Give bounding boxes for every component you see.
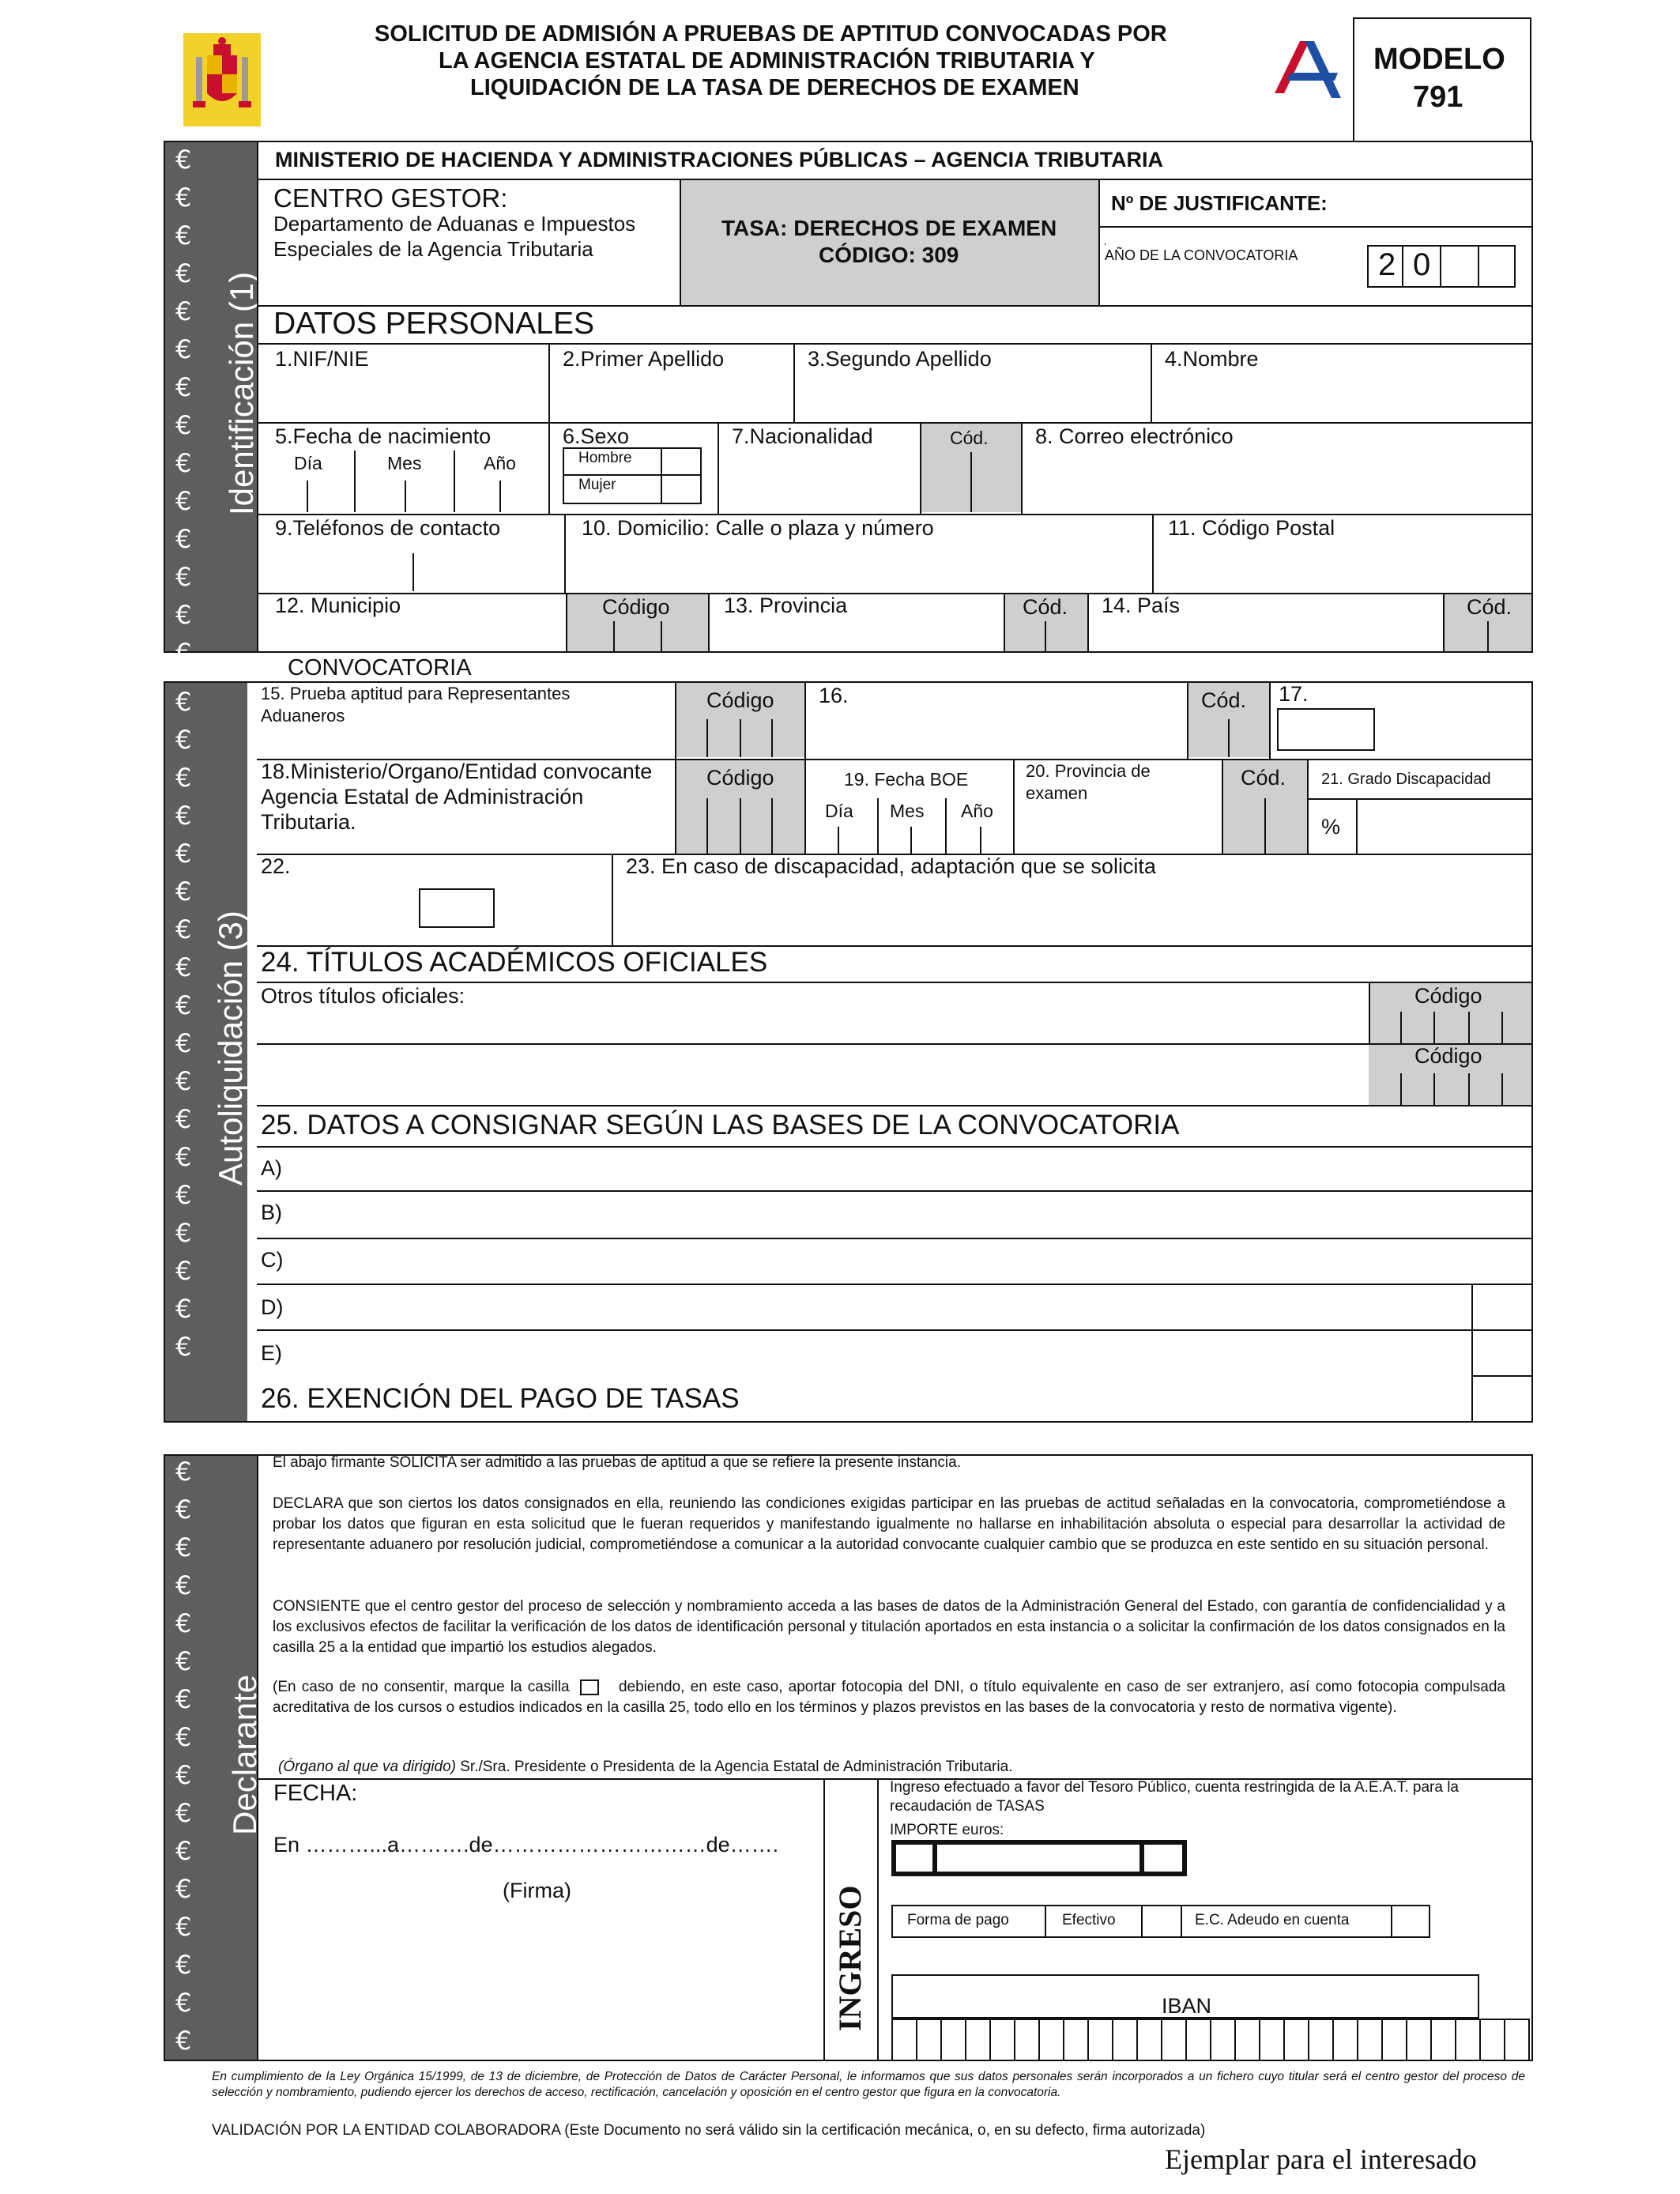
f22-label: 22. — [261, 854, 291, 878]
euro-symbol: € — [175, 1912, 192, 1942]
f15-line1: 15. Prueba aptitud para Representantes — [261, 684, 571, 703]
euro-symbol: € — [175, 410, 192, 440]
f19-ano-label: Año — [961, 801, 993, 821]
no-consentir-checkbox[interactable] — [580, 1679, 599, 1695]
autoliquidacion-label: Autoliquidación (3) — [212, 910, 249, 1186]
euro-symbol: € — [175, 952, 192, 982]
euro-symbol: € — [175, 990, 192, 1020]
fecha-nacimiento-label: 5.Fecha de nacimiento — [275, 424, 492, 448]
modelo-label: MODELO — [1373, 43, 1505, 76]
euro-symbol: € — [175, 1988, 192, 2018]
pais-label: 14. País — [1102, 594, 1181, 617]
mes-label: Mes — [387, 453, 422, 473]
euro-symbol: € — [175, 839, 192, 869]
euro-symbol: € — [175, 334, 192, 364]
f18-codigo-label: Código — [706, 766, 774, 790]
municipio-codigo-label: Código — [602, 595, 670, 619]
f15-codigo-label: Código — [706, 688, 774, 712]
euro-symbol: € — [175, 600, 192, 630]
mujer-checkbox[interactable] — [662, 476, 700, 503]
centro-gestor-line1: Departamento de Aduanas e Impuestos — [273, 212, 636, 236]
hombre-checkbox[interactable] — [662, 449, 700, 474]
tasa-line2: CÓDIGO: 309 — [819, 243, 959, 267]
euro-symbol: € — [175, 1722, 192, 1752]
mujer-label: Mujer — [578, 477, 616, 493]
tasa-line1: TASA: DERECHOS DE EXAMEN — [721, 216, 1057, 240]
agencia-tributaria-logo — [1268, 32, 1344, 107]
segundo-apellido-label: 3.Segundo Apellido — [808, 347, 992, 371]
provincia-cod-label: Cód. — [1023, 595, 1068, 619]
euro-symbol: € — [175, 801, 192, 831]
euro-symbol: € — [175, 1570, 192, 1600]
modelo-box — [1353, 17, 1531, 142]
f25-title: 25. DATOS A CONSIGNAR SEGÚN LAS BASES DE LA CONVOCATORIA — [261, 1110, 1180, 1140]
title-line-3: LIQUIDACIÓN DE LA TASA DE DERECHOS DE EXAMEN — [470, 75, 1079, 100]
legal-notice: En cumplimiento de la Ley Orgánica 15/1999, de 13 de diciembre, de Protección de Datos de Carácter Personal, le informamos que sus datos personales serán incorporados a un fichero cuyo titular será el centro gestor del proceso de selección y nombramiento, pudiendo ejercer los derechos de acceso, rectificación, cancelación y oposición en el centro gestor que figura en la convocatoria. — [212, 2070, 1525, 2099]
euro-symbol: € — [175, 448, 192, 478]
title-line-1: SOLICITUD DE ADMISIÓN A PRUEBAS DE APTITUD CONVOCADAS POR — [375, 21, 1167, 47]
euro-symbol: € — [175, 1532, 192, 1563]
nif-label: 1.NIF/NIE — [275, 347, 369, 371]
nacionalidad-cod-label: Cód. — [950, 428, 989, 448]
f15-line2: Aduaneros — [261, 706, 345, 726]
declarante-label: Declarante — [226, 1674, 263, 1835]
euro-symbol: € — [175, 638, 192, 668]
f19-mes-label: Mes — [890, 801, 925, 821]
sexo-label: 6.Sexo — [563, 424, 630, 448]
euro-symbol: € — [175, 183, 192, 213]
titulos-codigo-1-label: Código — [1414, 984, 1482, 1008]
euro-symbol: € — [175, 1256, 192, 1286]
organo-italic: (Órgano al que va dirigido) — [278, 1759, 456, 1775]
efectivo-label[interactable]: Efectivo — [1062, 1912, 1116, 1928]
euro-symbol: € — [175, 1646, 192, 1676]
f16-label: 16. — [819, 684, 849, 707]
euro-symbol: € — [175, 876, 192, 907]
declaracion-no-consentir — [273, 1677, 1505, 1718]
declaracion-solicita: El abajo firmante SOLICITA ser admitido a las pruebas de aptitud a que se refiere la presente instancia. — [273, 1454, 961, 1471]
coat-of-arms-logo — [183, 33, 261, 126]
euro-symbol: € — [175, 562, 192, 592]
organo-dirigido — [278, 1759, 1012, 1775]
ejemplar-text: Ejemplar para el interesado — [1165, 2143, 1477, 2175]
domicilio-label: 10. Domicilio: Calle o plaza y número — [582, 516, 934, 540]
percent-label: % — [1321, 815, 1341, 839]
euro-symbol: € — [175, 486, 192, 516]
euro-symbol: € — [175, 1608, 192, 1638]
f20-line2: examen — [1026, 783, 1088, 803]
firma-label: (Firma) — [503, 1879, 571, 1902]
codigo-postal-label: 11. Código Postal — [1168, 516, 1335, 540]
euro-symbol: € — [175, 372, 192, 402]
euro-symbol: € — [175, 1684, 192, 1714]
euro-symbol: € — [175, 1332, 192, 1362]
euro-symbol: € — [175, 1294, 192, 1324]
euro-symbol: € — [175, 763, 192, 793]
f18-line3: Tributaria. — [261, 810, 356, 834]
f19-label: 19. Fecha BOE — [844, 769, 969, 790]
titulos-codigo-2-label: Código — [1414, 1044, 1482, 1068]
organo-text: Sr./Sra. Presidente o Presidenta de la Agencia Estatal de Administración Tributaria. — [455, 1759, 1013, 1775]
euro-symbol: € — [175, 221, 192, 251]
telefonos-label: 9.Teléfonos de contacto — [275, 516, 501, 540]
ingreso-label — [827, 1885, 874, 2031]
year-digit-2: 0 — [1413, 247, 1431, 282]
primer-apellido-label: 2.Primer Apellido — [563, 347, 725, 371]
ministry-header: MINISTERIO DE HACIENDA Y ADMINISTRACIONES PÚBLICAS – AGENCIA TRIBUTARIA — [275, 148, 1164, 172]
f23-label: 23. En caso de discapacidad, adaptación que se solicita — [626, 854, 1156, 878]
iban-label: IBAN — [1162, 1994, 1212, 2018]
row-a: A) — [261, 1156, 282, 1180]
f16-cod-label: Cód. — [1201, 688, 1247, 712]
en-line: En ………...a……….de…………………………de……. — [273, 1833, 779, 1857]
row-c: C) — [261, 1248, 284, 1272]
title-line-2: LA AGENCIA ESTATAL DE ADMINISTRACIÓN TRIBUTARIA Y — [439, 48, 1095, 74]
forma-pago-label: Forma de pago — [907, 1912, 1009, 1928]
importe-label: IMPORTE euros: — [890, 1822, 1004, 1838]
dia-label: Día — [294, 453, 322, 473]
provincia-label: 13. Provincia — [724, 594, 848, 617]
euro-symbol: € — [175, 2026, 192, 2056]
f18-label: 18.Ministerio/Organo/Entidad convocante — [261, 760, 653, 783]
ingreso-text-1: Ingreso efectuado a favor del Tesoro Público, cuenta restringida de la A.E.A.T. para la — [890, 1779, 1459, 1796]
f26-title: 26. EXENCIÓN DEL PAGO DE TASAS — [261, 1383, 740, 1414]
row-e: E) — [261, 1341, 282, 1365]
euro-symbol: € — [175, 1142, 192, 1172]
euro-symbol: € — [175, 1836, 192, 1866]
iban-digits[interactable] — [891, 2019, 1530, 2061]
pais-cod-label: Cód. — [1467, 595, 1512, 619]
no-consentir-text-b: debiendo, en este caso, aportar fotocopia del DNI, o título equivalente en caso de ser extranjero, así como fotocopia compulsada acreditativa de los cursos o estudios indicados en la casilla 25, todo ello en los términos y plazos previstos en las bases de la convocatoria y resto de normativa vigente). — [273, 1679, 1505, 1716]
ano-convocatoria-label: AÑO DE LA CONVOCATORIA — [1105, 247, 1298, 263]
euro-symbol: € — [175, 1104, 192, 1134]
no-consentir-text-a: (En caso de no consentir, marque la casilla — [273, 1679, 570, 1695]
validacion-text: VALIDACIÓN POR LA ENTIDAD COLABORADORA (Este Documento no será válido sin la certificación mecánica, o, en su defecto, firma autorizada) — [212, 2122, 1206, 2139]
ec-adeudo-label[interactable]: E.C. Adeudo en cuenta — [1195, 1912, 1350, 1928]
euro-symbol: € — [175, 1066, 192, 1096]
fecha-label: FECHA: — [273, 1781, 358, 1806]
euro-symbol: € — [175, 725, 192, 755]
euro-symbol: € — [175, 914, 192, 944]
declaracion-declara: DECLARA que son ciertos los datos consignados en ella, reuniendo las condiciones exigidas participar en las pruebas de actitud señaladas en la convocatoria, comprometiéndose a probar los datos que figuran en esta solicitud que le fueran requeridos y manifestando igualmente no hallarse en inhabilitación absoluta o especial para desarrollar la actividad de representante aduanero por resolución judicial, comprometiéndose a comunicar a la autoridad convocante cualquier cambio que se produzca en este sentido en su situación personal. — [273, 1495, 1505, 1553]
centro-gestor-line2: Especiales de la Agencia Tributaria — [273, 237, 593, 261]
declaracion-consiente: CONSIENTE que el centro gestor del proceso de selección y nombramiento acceda a las bases de datos de la Administración General del Estado, con garantía de confidencialidad y a los exclusivos efectos de facilitar la verificación de los datos de identificación personal y titulación aportados en esta instancia o a solicitar la confirmación de los datos consignados en la casilla 25 a la entidad que impartió los estudios alegados. — [273, 1598, 1505, 1656]
f21-label: 21. Grado Discapacidad — [1321, 771, 1491, 788]
f17-label: 17. — [1279, 682, 1309, 706]
datos-personales-title: DATOS PERSONALES — [273, 307, 595, 341]
f19-dia-label: Día — [825, 801, 853, 821]
euro-symbol: € — [175, 687, 192, 717]
convocatoria-title: CONVOCATORIA — [288, 655, 472, 680]
modelo-number: 791 — [1413, 81, 1463, 114]
euro-symbol: € — [175, 296, 192, 326]
ingreso-text-2: recaudación de TASAS — [890, 1798, 1045, 1815]
euro-symbol: € — [175, 1798, 192, 1828]
f17-box[interactable] — [1277, 708, 1375, 751]
identificacion-label: Identificación (1) — [223, 271, 260, 515]
f18-line2: Agencia Estatal de Administración — [261, 785, 584, 809]
nacionalidad-label: 7.Nacionalidad — [732, 424, 873, 448]
euro-symbol: € — [175, 1950, 192, 1980]
row-b: B) — [261, 1201, 282, 1224]
euro-symbol: € — [175, 1218, 192, 1248]
euro-symbol: € — [175, 1028, 192, 1058]
f24-title: 24. TÍTULOS ACADÉMICOS OFICIALES — [261, 947, 768, 978]
nombre-label: 4.Nombre — [1165, 347, 1259, 371]
otros-titulos-label: Otros títulos oficiales: — [261, 984, 465, 1008]
euro-symbol: € — [175, 1760, 192, 1790]
municipio-label: 12. Municipio — [275, 594, 401, 617]
year-digit-1: 2 — [1378, 247, 1396, 282]
centro-gestor-label: CENTRO GESTOR: — [273, 183, 508, 213]
euro-symbol: € — [175, 1457, 192, 1487]
euro-symbol: € — [175, 1874, 192, 1904]
row-d: D) — [261, 1295, 284, 1319]
f22-box[interactable] — [419, 888, 495, 928]
justificante-label: Nº DE JUSTIFICANTE: — [1111, 191, 1328, 215]
euro-symbol: € — [175, 524, 192, 554]
euro-symbol: € — [175, 258, 192, 288]
euro-symbol: € — [175, 1495, 192, 1525]
euro-symbol: € — [175, 145, 192, 175]
f20-cod-label: Cód. — [1241, 766, 1286, 790]
ano-label: Año — [484, 453, 516, 473]
hombre-label: Hombre — [578, 450, 632, 466]
ingreso-text: INGRESO — [832, 1885, 868, 2031]
correo-label: 8. Correo electrónico — [1035, 424, 1234, 448]
f20-line1: 20. Provincia de — [1026, 761, 1151, 781]
euro-symbol: € — [175, 1180, 192, 1210]
